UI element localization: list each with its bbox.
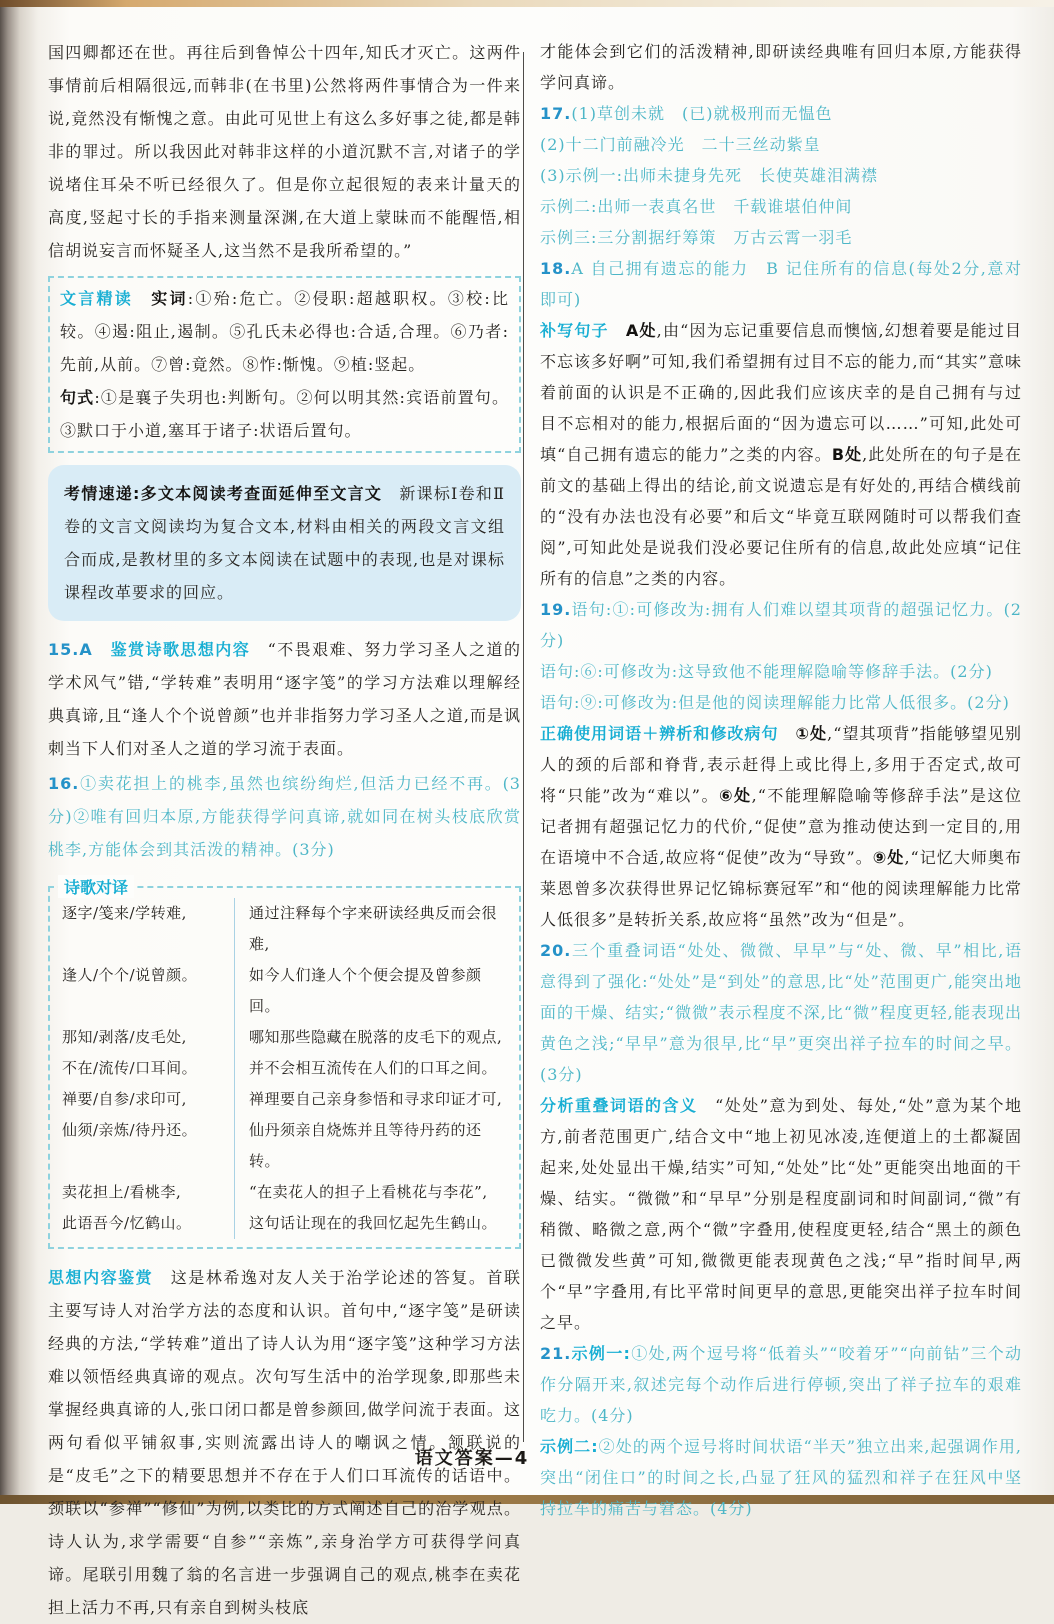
kaoqing-paragraph (64, 477, 505, 609)
shici-text: :①殆:危亡。②侵职:超越职权。③校:比较。④遏:阻止,遏制。⑤孔氏未必得也:合适,合理。⑥乃者:先前,从前。⑦曾:竟然。⑧怍:惭愧。⑨植:竖起。 (60, 289, 509, 374)
q21-paragraph-1 (540, 1338, 1022, 1431)
q19-line: 语句:⑨:可修改为:但是他的阅读理解能力比常人低很多。(2分) (540, 693, 1010, 712)
q21-number: 21. (540, 1344, 572, 1363)
poem-row (58, 1053, 511, 1084)
poem-original: 那知/剥落/皮毛处, (58, 1022, 235, 1053)
buxie-label: 补写句子 (540, 321, 609, 340)
q21-ex1-label: 示例一: (571, 1344, 631, 1363)
q16-text: ①卖花担上的桃李,虽然也缤纷绚烂,但活力已经不再。(3分)②唯有回归本原,方能获得学问真谛,就如同在树头枝底欣赏桃李,方能体会到其活泼的精神。(3分) (48, 774, 521, 859)
circle6-label: ⑥处 (719, 786, 752, 805)
shici-label: 实词 (151, 289, 188, 308)
fenxi-label: 分析重叠词语的含义 (540, 1096, 698, 1115)
q21-ex2-text: ②处的两个逗号将时间状语“半天”独立出来,起强调作用,突出“闭住口”的时间之长,凸显了狂风的猛烈和祥子在狂风中坚持拉车的痛苦与窘态。(4分) (540, 1437, 1022, 1518)
poem-row (58, 1208, 511, 1239)
kaoqing-title: 考情速递:多文本阅读考查面延伸至文言文 (64, 484, 383, 503)
q15-label: 鉴赏诗歌思想内容 (110, 640, 251, 659)
jushi-label: 句式 (60, 388, 95, 407)
poem-table (58, 898, 511, 1239)
poem-row (58, 1115, 511, 1177)
circle9-text: ,“记忆大师奥布莱恩曾多次获得世界记忆锦标赛冠军”和“他的阅读理解能力比常人低很多”是转折关系,故应将“虽然”改为“但是”。 (540, 848, 1022, 929)
poem-translation: 如今人们逢人个个便会提及曾参颜回。 (249, 966, 482, 1015)
poem-original: 不在/流传/口耳间。 (58, 1053, 235, 1084)
poem-translation: 仙丹须亲自烧炼并且等待丹药的还转。 (249, 1121, 482, 1170)
circle1-text: ,“望其项背”指能够望见别人的颈的后部和脊背,表示赶得上或比得上,多用于否定式,故可将“只能”改为“难以”。 (540, 724, 1022, 805)
zhengque-label: 正确使用词语＋辨析和修改病句 (540, 724, 779, 743)
poem-translation: 这句话让现在的我回忆起先生鹤山。 (249, 1214, 498, 1232)
q16-number: 16. (48, 774, 80, 793)
column-divider (523, 52, 524, 1442)
q18-paragraph (540, 253, 1022, 315)
zhengque-paragraph (540, 718, 1022, 935)
wenyan-jushi-paragraph (60, 381, 509, 447)
q18-text: A 自己拥有遗忘的能力 B 记住所有的信息(每处2分,意对即可) (540, 259, 1022, 309)
q17-line (540, 98, 1022, 129)
sixiang-label: 思想内容鉴赏 (48, 1268, 154, 1287)
q19-block (540, 594, 1022, 718)
poem-original: 逢人/个个/说曾颜。 (58, 960, 235, 1022)
wenyan-label: 文言精读 (60, 289, 133, 308)
buxie-a-text: ,由“因为忘记重要信息而懊恼,幻想着要是能过目不忘该多好啊”可知,我们希望拥有过目不忘的能力,而“其实”意味着前面的认识是不正确的,因此我们应该庆幸的是自己拥有与过目不忘相对的能力,根据后面的“因为遗忘可以……”可知,此处可填“自己拥有遗忘的能力”之类的内容。 (540, 321, 1022, 464)
poem-translation: 并不会相互流传在人们的口耳之间。 (249, 1059, 498, 1077)
q20-number: 20. (540, 941, 572, 960)
poem-box-title: 诗歌对译 (58, 875, 134, 898)
page-top-edge (0, 0, 1054, 7)
poem-original: 禅要/自参/求印可, (58, 1084, 235, 1115)
poem-row (58, 1084, 511, 1115)
poem-row (58, 898, 511, 960)
kaoqing-text: 新课标Ⅰ卷和Ⅱ卷的文言文阅读均为复合文本,材料由相关的两段文言文组合而成,是教材里的多文本阅读在试题中的表现,也是对课标课程改革要求的回应。 (64, 484, 505, 602)
kaoqing-sudi-box (48, 465, 521, 621)
q20-paragraph (540, 935, 1022, 1090)
q16-paragraph (48, 767, 521, 866)
q19-line: 语句:⑥:可修改为:这导致他不能理解隐喻等修辞手法。(2分) (540, 662, 993, 681)
translation-paragraph: 国四卿都还在世。再往后到鲁悼公十四年,知氏才灭亡。这两件事情前后相隔很远,而韩非(在书里)公然将两件事情合为一件来说,竟然没有惭愧之意。由此可见世上有这么多好事之徒,都是韩非的罪过。所以我因此对韩非这样的小道沉默不言,对诸子的学说堵住耳朵不听已经很久了。但是你立起很短的表来计量天的高度,竖起寸长的手指来测量深渊,在大道上蒙昧而不能醒悟,相信胡说妄言而怀疑圣人,这当然不是我所希望的。” (48, 43, 521, 260)
wenyan-jingdu-box (48, 276, 521, 453)
circle9-label: ⑨处 (872, 848, 905, 867)
wenyan-shici-paragraph (60, 282, 509, 381)
q18-number: 18. (540, 259, 572, 278)
q17-line: 示例二:出师一表真名世 千载谁堪伯仲间 (540, 197, 853, 216)
q21-ex2-label: 示例二: (540, 1437, 599, 1456)
buxie-paragraph (540, 315, 1022, 594)
poem-translation: 通过注释每个字来研读经典反而会很难, (249, 904, 498, 953)
fenxi-paragraph (540, 1090, 1022, 1338)
left-column (48, 36, 521, 1624)
page-footer: 语文答案—4 (414, 1448, 530, 1469)
poem-original: 仙须/亲炼/待丹还。 (58, 1115, 235, 1177)
q21-ex1-text: ①处,两个逗号将“低着头”“咬着牙”“向前钻”三个动作分隔开来,叙述完每个动作后进行停顿,突出了祥子拉车的艰难吃力。(4分) (540, 1344, 1022, 1425)
right-column (540, 36, 1022, 1524)
poem-original: 逐字/笺来/学转难, (58, 898, 235, 960)
q17-line: (2)十二门前融冷光 二十三丝动紫皇 (540, 135, 821, 154)
buxie-a-label: A处 (608, 321, 657, 340)
poem-original: 此语吾今/忆鹤山。 (58, 1208, 235, 1239)
poem-row (58, 1177, 511, 1208)
circle1-label: ①处 (778, 724, 828, 743)
q17-line: 示例三:三分割据纡筹策 万古云霄一羽毛 (540, 228, 853, 247)
q19-number: 19. (540, 600, 572, 619)
poem-translation: “在卖花人的担子上看桃花与李花”, (249, 1183, 488, 1201)
q17-block (540, 98, 1022, 253)
q19-line (540, 594, 1022, 656)
q20-text: 三个重叠词语“处处、微微、早早”与“处、微、早”相比,语意得到了强化:“处处”是“到处”的意思,比“处”范围更广,能突出地面的干燥、结实;“微微”表示程度不深,比“微”程度更轻,能表现出黄色之浅;“早早”意为很早,比“早”更突出祥子拉车的时间之早。(3分) (540, 941, 1022, 1084)
q15-number: 15.A (48, 640, 93, 659)
sixiang-paragraph (48, 1261, 521, 1624)
poem-translation: 禅理要自己亲身参悟和寻求印证才可, (249, 1090, 503, 1108)
q17-number: 17. (540, 104, 572, 123)
continuation-paragraph: 才能体会到它们的活泼精神,即研读经典唯有回归本原,方能获得学问真谛。 (540, 42, 1022, 92)
buxie-b-label: B处 (831, 445, 863, 464)
q17-line: (3)示例一:出师未捷身先死 长使英雄泪满襟 (540, 166, 879, 185)
poem-row (58, 1022, 511, 1053)
jushi-text: :①是襄子失玥也:判断句。②何以明其然:宾语前置句。③默口于小道,塞耳于诸子:状语后置句。 (60, 388, 509, 440)
circle6-text: ,“不能理解隐喻等修辞手法”是这位记者拥有超强记忆力的代价,“促使”意为推动使达到一定目的,用在语境中不合适,故应将“促使”改为“导致”。 (540, 786, 1022, 867)
fenxi-text: “处处”意为到处、每处,“处”意为某个地方,前者范围更广,结合文中“地上初见冰凌,连便道上的土都凝固起来,处处显出干燥,结实”可知,“处处”比“处”更能突出地面的干燥、结实。“微微”和“早早”分别是程度副词和时间副词,“微”有稍微、略微之意,两个“微”字叠用,使程度更轻,结合“黑土的颜色已微微发些黄”可知,微微更能表现黄色之浅;“早”指时间早,两个“早”字叠用,有比平常时间更早的意思,更能突出祥子拉车时间之早。 (540, 1096, 1022, 1332)
q19-line-text: 语句:①:可修改为:拥有人们难以望其项背的超强记忆力。(2分) (540, 600, 1022, 650)
q17-line-text: (1)草创未就 (已)就极刑而无愠色 (571, 104, 833, 123)
poem-row (58, 960, 511, 1022)
q15-text: “不畏艰难、努力学习圣人之道的学术风气”错,“学转难”表明用“逐字笺”的学习方法难以理解经典真谛,且“逢人个个说曾颜”也并非指努力学习圣人之道,而是讽刺当下人们对圣人之道的学习流于表面。 (48, 640, 521, 758)
sixiang-text: 这是林希逸对友人关于治学论述的答复。首联主要写诗人对治学方法的态度和认识。首句中,“逐字笺”是研读经典的方法,“学转难”道出了诗人认为用“逐字笺”这种学习方法难以领悟经典真谛的观点。次句写生活中的治学现象,即那些未掌握经典真谛的人,张口闭口都是曾参颜回,做学问流于表面。这两句看似平铺叙事,实则流露出诗人的嘲讽之情。颔联说的是“皮毛”之下的精要思想并不存在于人们口耳流传的话语中。颈联以“参禅”“修仙”为例,以类比的方式阐述自己的治学观点。诗人认为,求学需要“自参”“亲炼”,亲身治学方可获得学问真谛。尾联引用魏了翁的名言进一步强调自己的观点,桃李在卖花担上活力不再,只有亲自到树头枝底 (48, 1268, 521, 1617)
poem-translation-box (48, 878, 521, 1249)
poem-original: 卖花担上/看桃李, (58, 1177, 235, 1208)
buxie-b-text: ,此处所在的句子是在前文的基础上得出的结论,前文说遗忘是有好处的,再结合横线前的“没有办法也没有必要”和后文“毕竟互联网随时可以帮我们查阅”,可知此处是说我们没必要记住所有的信息,故此处应填“记住所有的信息”之类的内容。 (540, 445, 1022, 588)
poem-translation: 哪知那些隐藏在脱落的皮毛下的观点, (249, 1028, 503, 1046)
q15-paragraph (48, 633, 521, 765)
